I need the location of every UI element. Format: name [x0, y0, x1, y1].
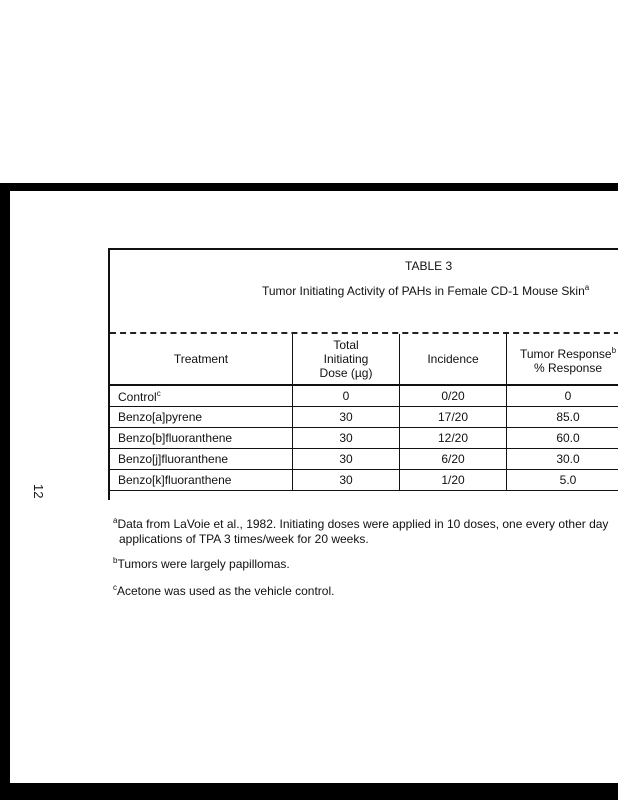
scan-border-top — [0, 183, 618, 191]
cell-response: 85.0 — [507, 407, 618, 428]
header-incidence: Incidence — [400, 334, 507, 385]
table-caption — [110, 250, 618, 334]
cell-incidence: 17/20 — [400, 407, 507, 428]
table-row — [110, 407, 618, 428]
cell-treatment: Benzo[k]fluoranthene — [110, 470, 293, 491]
cell-dose: 30 — [293, 470, 400, 491]
cell-dose: 0 — [293, 385, 400, 407]
table-3 — [108, 248, 618, 500]
cell-treatment: Benzo[j]fluoranthene — [110, 449, 293, 470]
scan-border-left — [0, 183, 10, 800]
page-number: 12 — [31, 484, 46, 499]
results-table — [110, 334, 618, 491]
cell-response: 5.0 — [507, 470, 618, 491]
cell-dose: 30 — [293, 428, 400, 449]
cell-treatment: Benzo[a]pyrene — [110, 407, 293, 428]
header-dose: Total Initiating Dose (µg) — [293, 334, 400, 385]
cell-dose: 30 — [293, 407, 400, 428]
header-row — [110, 334, 618, 385]
footnote-a: $^a$Data from LaVoie et al., 1982. Initiating doses were applied in 10 doses, one every other day applications of TPA 3 times/week for 20 weeks. — [113, 516, 609, 546]
cell-treatment: Control$^c$ — [110, 385, 293, 407]
header-treatment: Treatment — [110, 334, 293, 385]
cell-incidence: 1/20 — [400, 470, 507, 491]
footnote-b: $^b$Tumors were largely papillomas. — [113, 556, 290, 571]
cell-response: 30.0 — [507, 449, 618, 470]
cell-response: 0 — [507, 385, 618, 407]
table-title: TABLE 3 — [405, 259, 453, 273]
cell-response: 60.0 — [507, 428, 618, 449]
table-row — [110, 428, 618, 449]
cell-dose: 30 — [293, 449, 400, 470]
table-row — [110, 385, 618, 407]
table-row — [110, 470, 618, 491]
cell-incidence: 0/20 — [400, 385, 507, 407]
header-response: Tumor Response$^b$ % Response — [507, 334, 618, 385]
cell-treatment: Benzo[b]fluoranthene — [110, 428, 293, 449]
cell-incidence: 12/20 — [400, 428, 507, 449]
footnote-c: $^c$Acetone was used as the vehicle control. — [113, 583, 335, 598]
scan-border-bottom — [0, 783, 618, 800]
cell-incidence: 6/20 — [400, 449, 507, 470]
table-subtitle: Tumor Initiating Activity of PAHs in Female CD-1 Mouse Skin$^a$ — [262, 283, 590, 298]
table-row — [110, 449, 618, 470]
